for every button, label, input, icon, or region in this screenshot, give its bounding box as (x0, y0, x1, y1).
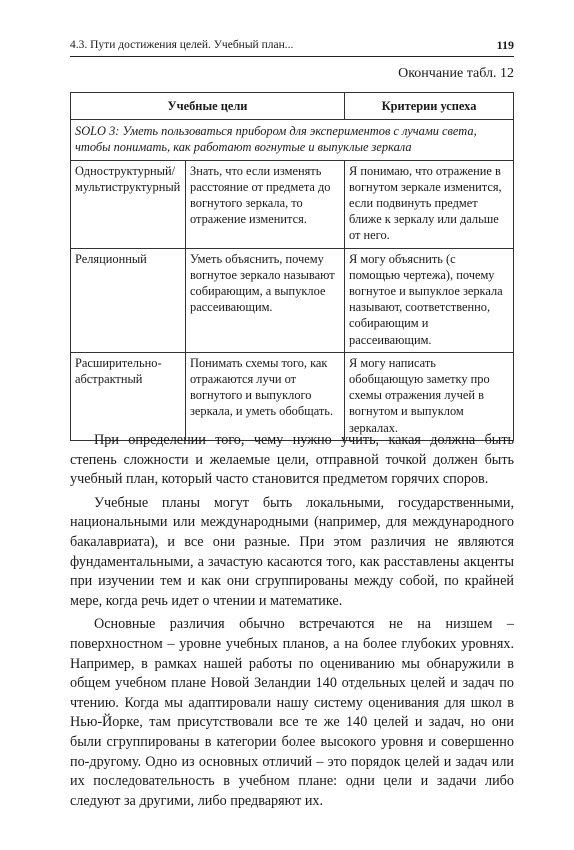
paragraph: Основные различия обычно встречаются не на низшем – поверхностном – уровне учебных планов, а на более глубоких уровнях. Например, в рамках нашей работы по оцениванию мы обнаружили в общем учебном плане Новой Зеландии 140 отдельных целей и задач по чтению. Когда мы адаптировали нашу систему оценивания для школ в Нью-Йорке, там присутствовали все те же 140 целей и задач, но они были сгруппированы в категории более высокого уровня и совершенно по-другому. Одно из основных отличий – это порядок целей и задач или их последовательность в учебном плане: одни цели и задачи либо следуют за другими, либо предваряют их. (70, 616, 514, 809)
goal-cell: Понимать схемы того, как отражаются лучи от вогнутого и выпуклого зеркала, и уметь обобщать. (186, 352, 345, 440)
goal-cell: Уметь объяснить, почему вогнутое зеркало называют собирающим, а выпуклое рассеивающим. (186, 248, 345, 352)
running-header (70, 38, 514, 57)
criteria-cell: Я понимаю, что отражение в вогнутом зеркале изменится, если подвинуть предмет ближе к зеркалу или дальше от него. (345, 160, 514, 248)
running-title: 4.3. Пути достижения целей. Учебный план... (70, 39, 294, 51)
solo-description: SOLO 3: Уметь пользоваться прибором для экспериментов с лучами света, чтобы понимать, как работают вогнутые и выпуклые зеркала (71, 120, 514, 160)
criteria-cell: Я могу объяснить (с помощью чертежа), почему вогнутое и выпуклое зеркала называют, соответственно, собирающим и рассеивающим. (345, 248, 514, 352)
body-text (70, 431, 514, 815)
table-row (71, 160, 514, 248)
level-cell: Расширительно-абстрактный (71, 352, 186, 440)
page-number: 119 (496, 38, 514, 52)
criteria-cell: Я могу написать обобщающую заметку про схемы отражения лучей в вогнутом и выпуклом зеркалах. (345, 352, 514, 440)
learning-goals-table (70, 92, 514, 441)
level-cell: Одноструктурный/ мультиструктурный (71, 160, 186, 248)
table-row (71, 248, 514, 352)
column-header-goals: Учебные цели (71, 93, 345, 120)
table-header-row (71, 93, 514, 120)
goal-cell: Знать, что если изменять расстояние от предмета до вогнутого зеркала, то отражение изменится. (186, 160, 345, 248)
paragraph: При определении того, чему нужно учить, какая должна быть степень сложности и желаемые цели, отправной точкой должен быть учебный план, который часто становится предметом горячих споров. (70, 432, 514, 488)
column-header-criteria: Критерии успеха (345, 93, 514, 120)
level-cell: Реляционный (71, 248, 186, 352)
solo-row (71, 120, 514, 160)
table-caption: Окончание табл. 12 (398, 66, 514, 81)
table-row (71, 352, 514, 440)
paragraph: Учебные планы могут быть локальными, государственными, национальными или международными (например, для международного бакалавриата), и все они разные. При этом различия не являются фундаментальными, а зачастую касаются того, как расставлены акценты при изучении тем и как они сгруппированы между собой, по крайней мере, когда речь идет о чтении и математике. (70, 494, 514, 609)
